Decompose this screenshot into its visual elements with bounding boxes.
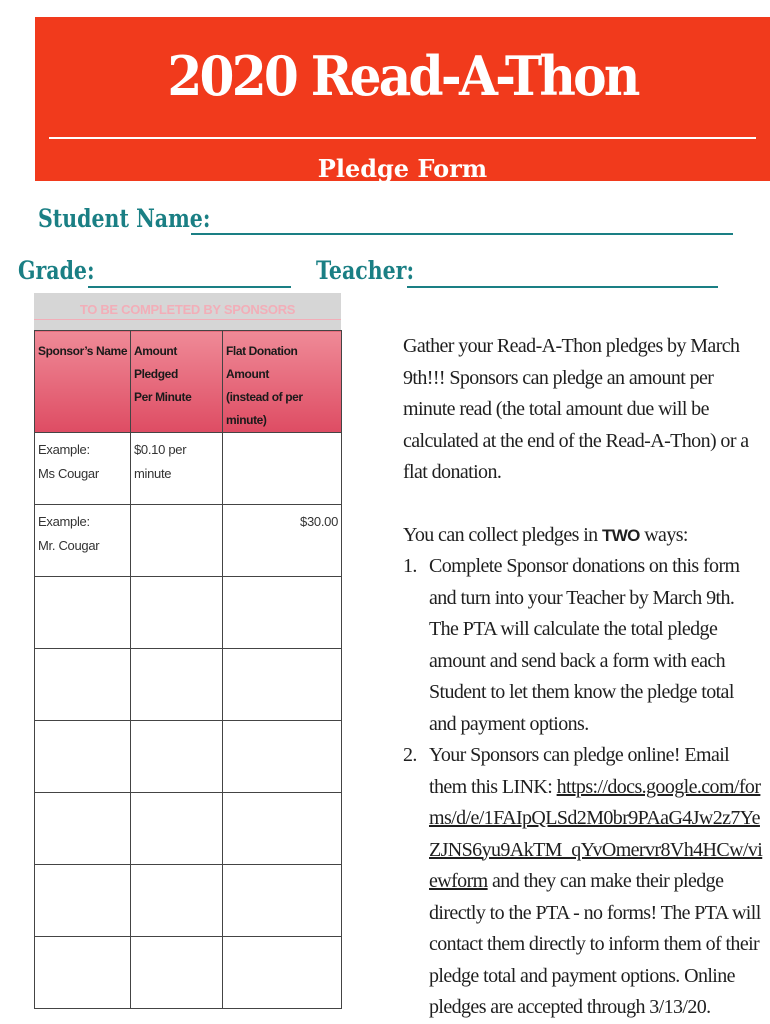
- caption-rule: [34, 319, 341, 320]
- step-2: [403, 740, 763, 1024]
- page-subtitle: Pledge Form: [317, 154, 488, 183]
- sponsor-name: [35, 937, 130, 966]
- flat-donation: $30.00: [300, 514, 338, 529]
- header-banner: [35, 17, 770, 181]
- table-row: [35, 649, 342, 721]
- table-row: [35, 937, 342, 1009]
- sponsor-name: [35, 433, 130, 486]
- table-row: [35, 721, 342, 793]
- student-name-line[interactable]: [191, 233, 733, 235]
- flat-donation: [223, 865, 341, 870]
- student-name-label: Student Name:: [38, 204, 211, 233]
- flat-donation: [223, 937, 341, 942]
- table-row: [35, 577, 342, 649]
- sponsor-name: [35, 505, 130, 558]
- amount-per-minute-cell[interactable]: [131, 937, 223, 1009]
- header-flat-line2: (instead of per minute): [226, 390, 303, 427]
- table-row: [35, 865, 342, 937]
- table-row: [35, 505, 342, 577]
- amount-per-minute: [131, 937, 222, 942]
- sponsor-name-cell[interactable]: [35, 937, 131, 1009]
- header-amount-per-minute-text: [131, 331, 222, 409]
- header-flat-donation-text: [223, 331, 341, 432]
- step-1: [403, 551, 763, 740]
- amount-per-minute: [131, 721, 222, 726]
- amount-per-minute: $0.10 per minute: [134, 442, 187, 481]
- header-sponsor-name-text: Sponsor’s Name: [38, 344, 128, 358]
- sponsor-name: [35, 577, 130, 606]
- flat-donation-cell[interactable]: [223, 577, 342, 649]
- amount-per-minute-cell[interactable]: [131, 793, 223, 865]
- amount-per-minute-cell[interactable]: [131, 577, 223, 649]
- sponsor-name: [35, 649, 130, 678]
- header-sponsor-name: [35, 331, 131, 433]
- step-2-number: 2.: [403, 744, 417, 766]
- header-amount-line2: Per Minute: [134, 390, 192, 404]
- flat-donation: [223, 433, 341, 438]
- steps-list: [403, 551, 763, 1024]
- sponsor-name-cell[interactable]: [35, 721, 131, 793]
- header-flat-line1: Flat Donation Amount: [226, 344, 298, 381]
- amount-per-minute: [131, 865, 222, 870]
- grade-line[interactable]: [88, 286, 291, 288]
- flat-donation-cell[interactable]: [223, 865, 342, 937]
- instructions: [403, 331, 763, 1024]
- flat-donation: [223, 577, 341, 582]
- sponsor-name-line1: Example:: [38, 442, 90, 457]
- flat-donation-cell[interactable]: [223, 649, 342, 721]
- sponsor-name-cell[interactable]: [35, 649, 131, 721]
- ways-prefix: You can collect pledges in: [403, 523, 602, 546]
- ways-text: [403, 520, 763, 552]
- step-1-text: Complete Sponsor donations on this form and turn into your Teacher by March 9th. The PTA will calculate the total pledge amount and send back a form with each Student to let them know the pledge total and payment options.: [429, 555, 740, 735]
- sponsor-name-line1: Example:: [38, 514, 90, 529]
- table-row: [35, 433, 342, 505]
- flat-donation-cell[interactable]: [223, 505, 342, 577]
- ways-emphasis: TWO: [601, 525, 640, 545]
- flat-donation: [223, 721, 341, 726]
- step-2-suffix: and they can make their pledge directly to the PTA - no forms! The PTA will contact them directly to inform them of their pledge total and payment options. Online pledges are accepted through 3/13/20.: [429, 870, 761, 1018]
- sponsor-table-caption-text: TO BE COMPLETED BY SPONSORS: [79, 302, 296, 317]
- flat-donation-cell[interactable]: [223, 721, 342, 793]
- sponsor-table-section: [34, 293, 341, 973]
- amount-per-minute: [131, 793, 222, 798]
- flat-donation: [223, 793, 341, 798]
- amount-per-minute: [131, 649, 222, 654]
- banner-divider: [49, 137, 756, 139]
- sponsor-name-line2: Mr. Cougar: [38, 538, 100, 553]
- amount-per-minute-cell[interactable]: [131, 721, 223, 793]
- table-row: [35, 793, 342, 865]
- sponsor-name-cell[interactable]: [35, 793, 131, 865]
- grade-label: Grade:: [18, 256, 95, 285]
- flat-donation-cell[interactable]: [223, 793, 342, 865]
- flat-donation-cell[interactable]: [223, 433, 342, 505]
- teacher-line[interactable]: [407, 286, 718, 288]
- sponsor-name-line2: Ms Cougar: [38, 466, 99, 481]
- header-flat-donation: [223, 331, 342, 433]
- page-title: 2020 Read-A-Thon: [167, 44, 638, 108]
- header-amount-per-minute: [131, 331, 223, 433]
- sponsor-name-cell[interactable]: [35, 433, 131, 505]
- sponsor-name: [35, 865, 130, 894]
- sponsor-name: [35, 721, 130, 750]
- step-2-prefix: Your Sponsors can pledge online! Email them this LINK:: [429, 744, 730, 798]
- amount-per-minute-cell[interactable]: [131, 433, 223, 505]
- sponsor-table-header: [35, 331, 342, 433]
- amount-per-minute-cell[interactable]: [131, 865, 223, 937]
- intro-text: Gather your Read-A-Thon pledges by March 9th!!! Sponsors can pledge an amount per minute read (the total amount due will be calculated at the end of the Read-A-Thon) or a flat donation.: [403, 335, 749, 483]
- flat-donation: [223, 649, 341, 654]
- flat-donation-cell[interactable]: [223, 937, 342, 1009]
- sponsor-name-cell[interactable]: [35, 865, 131, 937]
- sponsor-table-caption: [34, 293, 341, 330]
- teacher-label: Teacher:: [316, 256, 415, 285]
- amount-per-minute-cell[interactable]: [131, 505, 223, 577]
- amount-per-minute-cell[interactable]: [131, 649, 223, 721]
- pledge-form-link[interactable]: https://docs.google.com/forms/d/e/1FAIpQLSd2M0br9PAaG4Jw2z7YeZJNS6yu9AkTM_qYvOmervr8Vh4HCw/viewform: [429, 775, 763, 892]
- sponsor-name-cell[interactable]: [35, 505, 131, 577]
- ways-suffix: ways:: [639, 523, 688, 546]
- sponsor-name: [35, 793, 130, 822]
- step-1-number: 1.: [403, 555, 417, 577]
- amount-per-minute: [131, 577, 222, 582]
- sponsor-name-cell[interactable]: [35, 577, 131, 649]
- header-amount-line1: Amount Pledged: [134, 344, 178, 381]
- sponsor-table: [34, 330, 342, 1009]
- amount-per-minute: [131, 505, 222, 510]
